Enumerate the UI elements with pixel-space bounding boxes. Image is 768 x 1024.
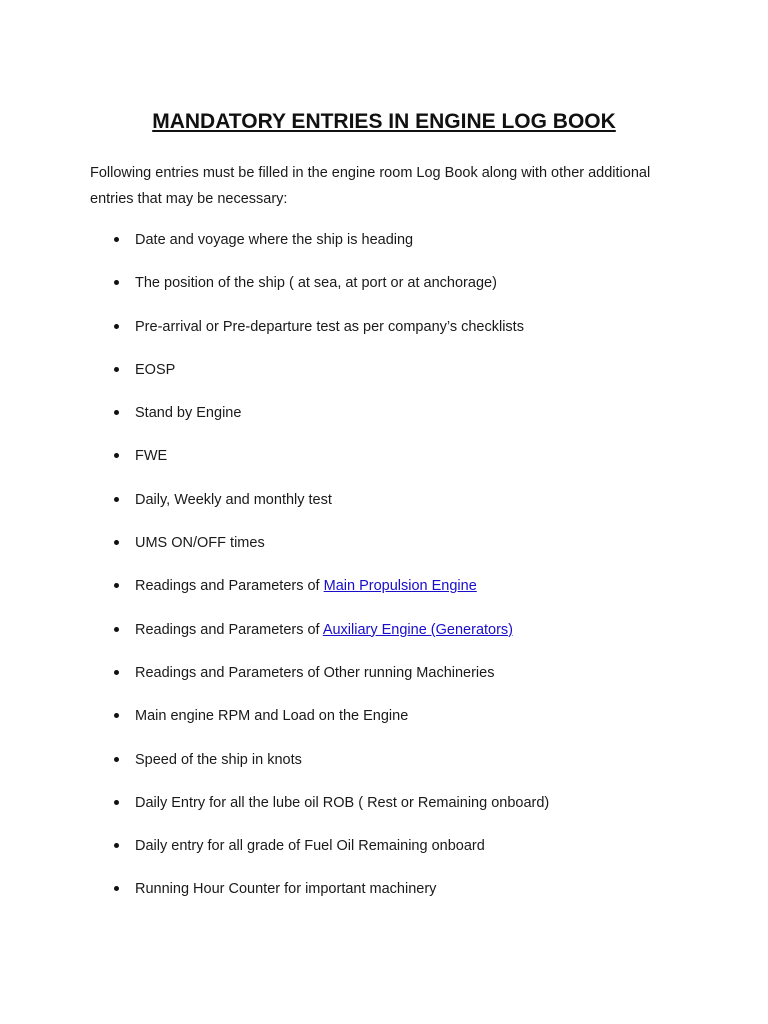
list-item-text: Pre-arrival or Pre-departure test as per company’s checklists [135, 318, 524, 335]
list-item-text: Date and voyage where the ship is heading [135, 232, 414, 248]
list-item-text: Readings and Parameters of Main Propulsion Engine [135, 578, 477, 595]
list-item-text: Stand by Engine [135, 405, 242, 422]
list-item [0, 702, 768, 745]
list-item [0, 313, 768, 356]
bullet-icon [114, 886, 119, 891]
list-item [0, 226, 768, 269]
intro-paragraph: Following entries must be filled in the engine room Log Book along with other additional entries that may be necessary: [90, 165, 651, 207]
list-item-text: Readings and Parameters of Other running Machineries [135, 664, 495, 681]
bullet-icon [114, 843, 119, 848]
list-item-text: Daily, Weekly and monthly test [135, 491, 332, 508]
bullet-icon [114, 410, 119, 415]
list-item [0, 832, 768, 875]
bullet-icon [114, 800, 119, 805]
bullet-icon [114, 713, 119, 718]
list-item-text: Daily entry for all grade of Fuel Oil Remaining onboard [135, 838, 485, 855]
list-item-text: Speed of the ship in knots [135, 751, 302, 768]
bullet-icon [114, 540, 119, 545]
bullet-icon [114, 280, 119, 285]
bullet-icon [114, 453, 119, 458]
bullet-icon [114, 670, 119, 675]
list-item [0, 875, 768, 918]
list-item [0, 399, 768, 442]
list-item [0, 529, 768, 572]
bullet-icon [114, 324, 119, 329]
list-item-text: FWE [135, 448, 168, 465]
list-item-text: EOSP [135, 361, 176, 378]
main-propulsion-engine-link[interactable]: Main Propulsion Engine [323, 578, 477, 595]
auxiliary-engine-link[interactable]: Auxiliary Engine (Generators) [322, 621, 514, 638]
list-item-text: UMS ON/OFF times [135, 535, 265, 552]
bullet-icon [114, 367, 119, 372]
list-item-text: Daily Entry for all the lube oil ROB ( Rest or Remaining onboard) [135, 794, 550, 811]
list-item [0, 486, 768, 529]
list-item [0, 269, 768, 312]
list-item [0, 746, 768, 789]
page-title: MANDATORY ENTRIES IN ENGINE LOG BOOK [152, 110, 616, 133]
list-item [0, 356, 768, 399]
list-item-text: The position of the ship ( at sea, at port or at anchorage) [135, 275, 497, 292]
bullet-icon [114, 237, 119, 242]
list-item [0, 789, 768, 832]
list-item-text: Running Hour Counter for important machinery [135, 881, 437, 898]
list-item [0, 442, 768, 485]
bullet-icon [114, 497, 119, 502]
bullet-icon [114, 757, 119, 762]
bullet-icon [114, 627, 119, 632]
bullet-icon [114, 583, 119, 588]
list-item [0, 572, 768, 615]
list-item [0, 616, 768, 659]
list-item-text: Main engine RPM and Load on the Engine [135, 708, 409, 725]
list-item [0, 659, 768, 702]
list-item-text: Readings and Parameters of Auxiliary Engine (Generators) [135, 621, 514, 638]
entries-list [0, 226, 768, 919]
